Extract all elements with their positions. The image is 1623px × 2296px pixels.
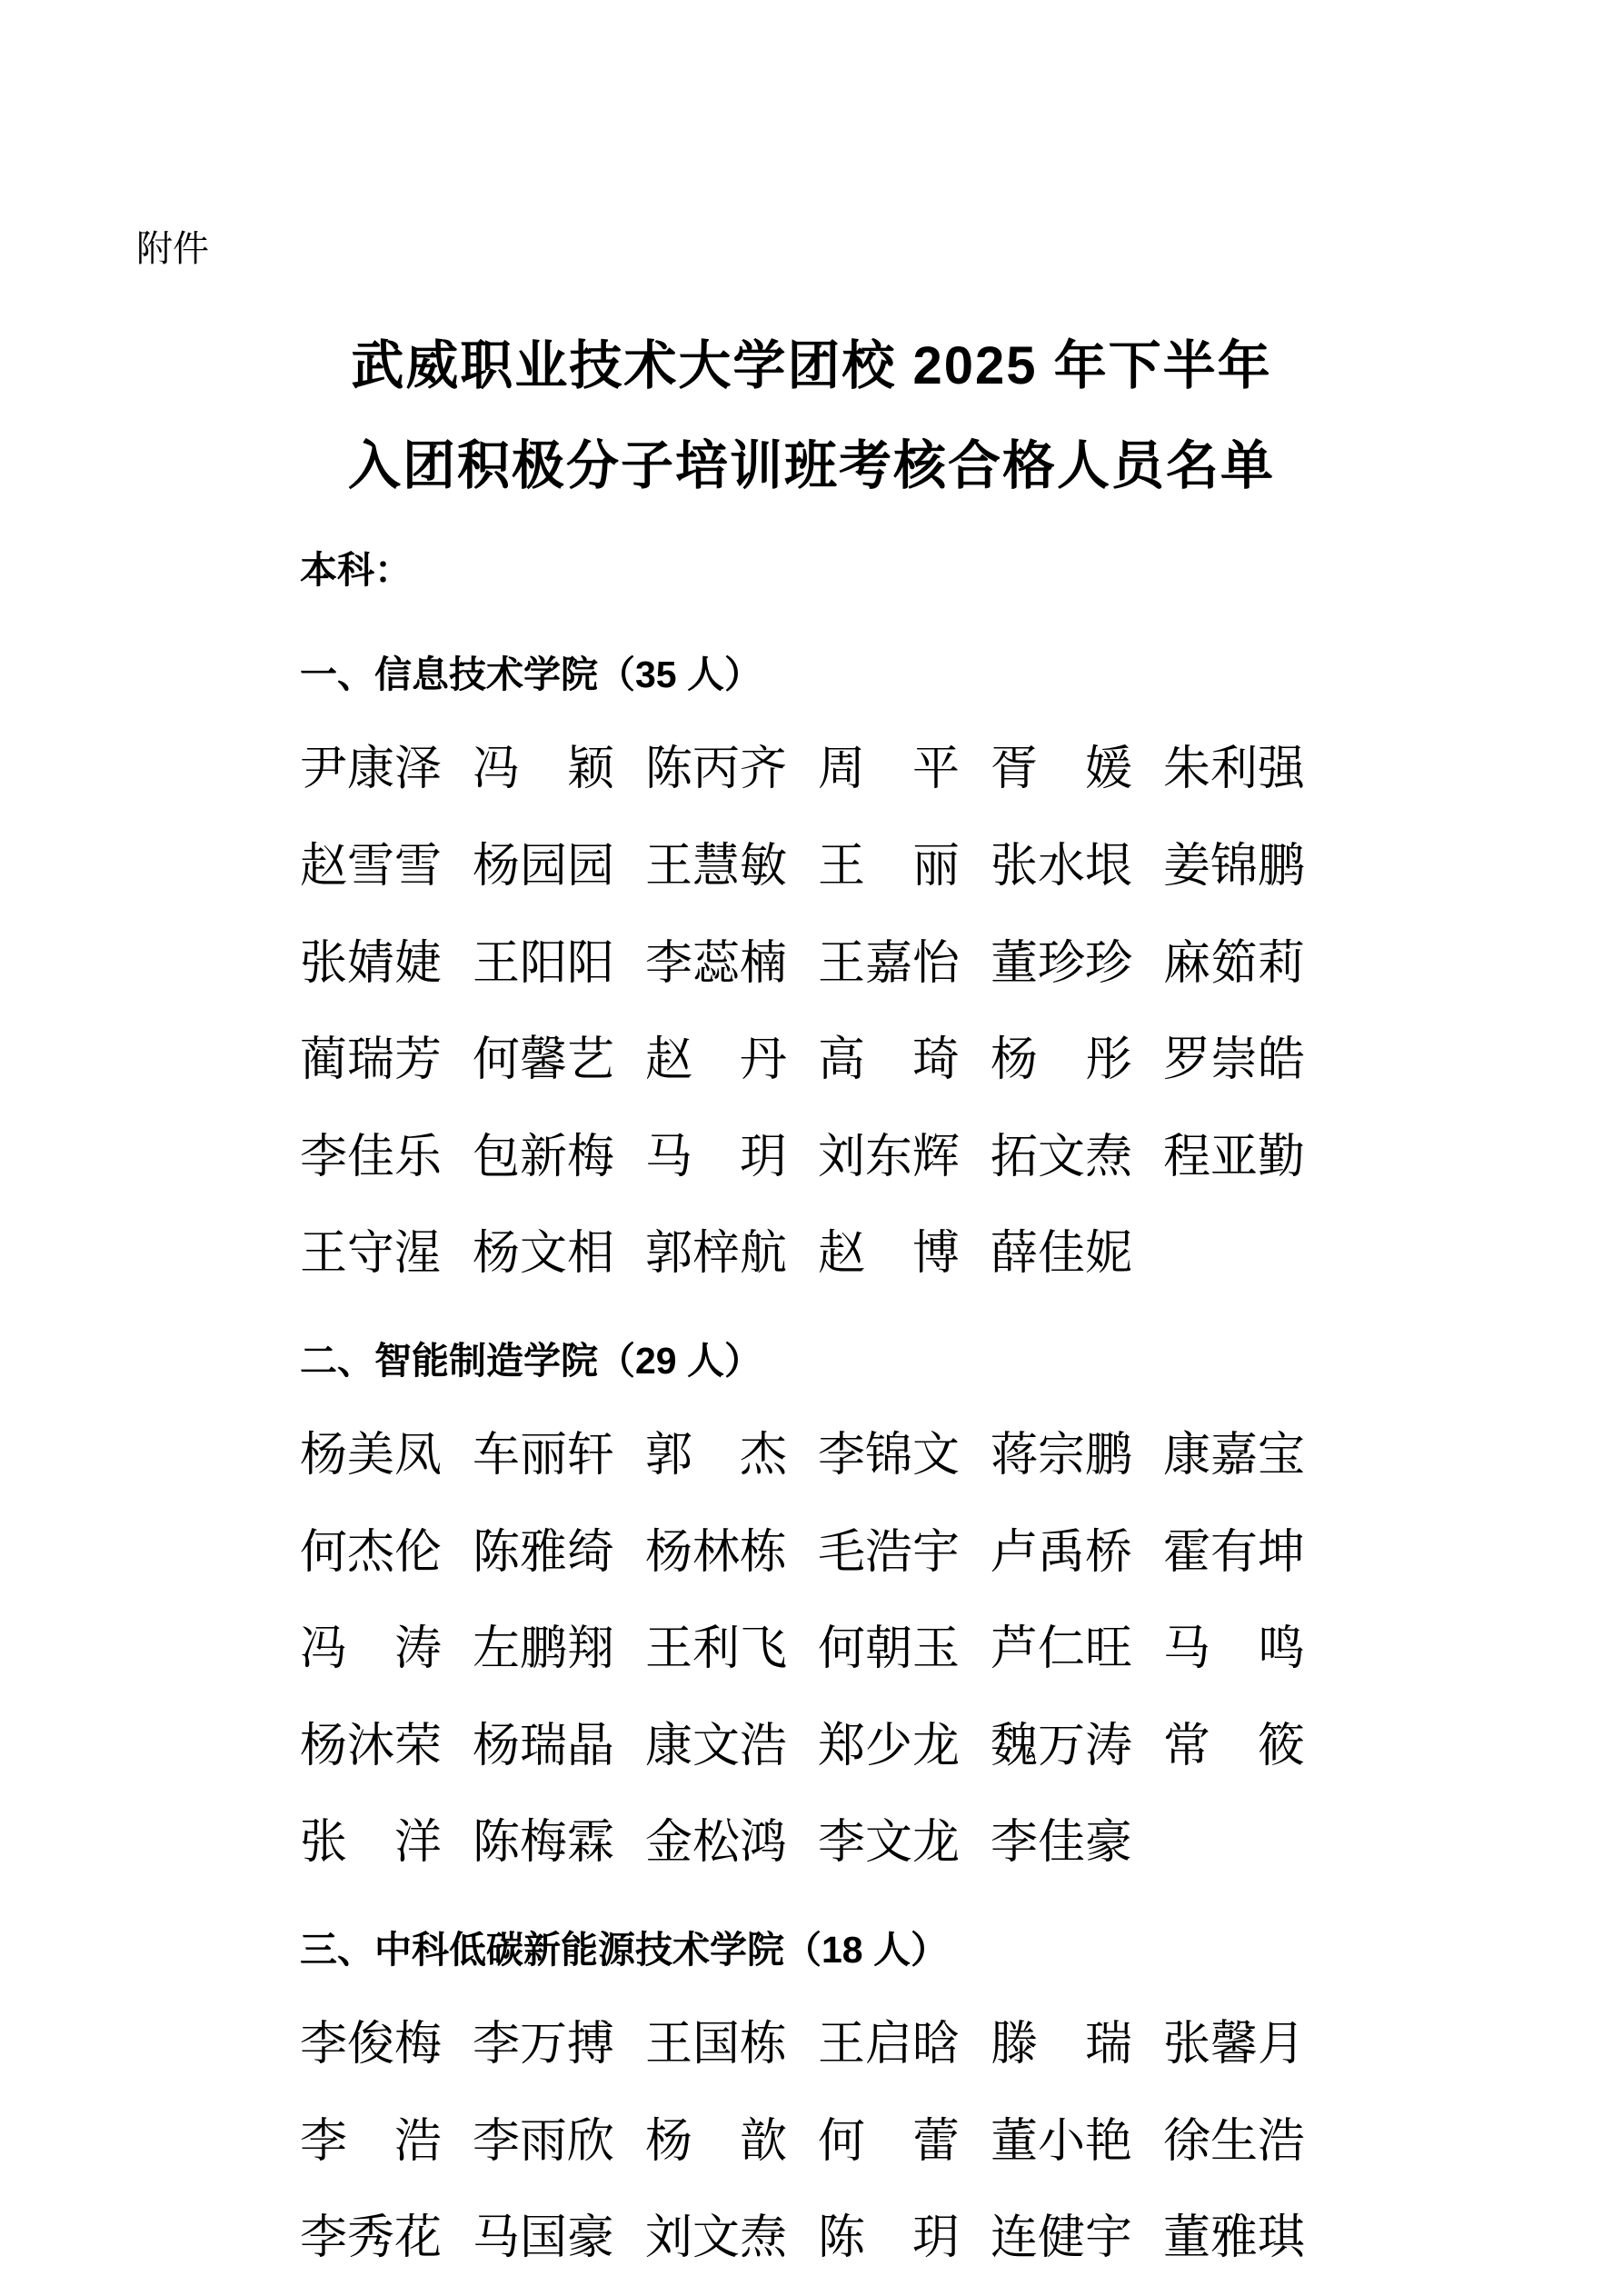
sections-container <box>136 644 1487 2263</box>
name-row <box>300 1429 1487 1482</box>
name-row <box>300 2115 1487 2168</box>
person-name: 芦仁旺 <box>991 1623 1133 1676</box>
person-name: 陈 玥 <box>818 2212 961 2265</box>
person-name: 李佳豪 <box>991 1817 1133 1870</box>
person-name: 王启晗 <box>818 2018 961 2071</box>
name-row <box>300 1230 1487 1280</box>
person-name: 李佳乐 <box>300 1131 443 1183</box>
title-line-1: 武威职业技术大学团校 2025 年下半年 <box>351 336 1272 395</box>
name-row <box>300 2018 1487 2071</box>
person-name: 罗崇皓 <box>1163 1034 1306 1087</box>
section-heading: 三、中科低碳新能源技术学院（18 人） <box>300 1928 948 1971</box>
name-row <box>300 1625 1487 1675</box>
name-row <box>300 1819 1487 1869</box>
person-name: 杨文相 <box>473 1228 615 1281</box>
person-name: 张水垠 <box>991 840 1133 893</box>
person-name: 张婧婕 <box>300 937 443 990</box>
person-name: 康嘉宝 <box>1163 1429 1306 1482</box>
person-name: 何朝玉 <box>818 1623 961 1676</box>
name-row <box>300 1722 1487 1772</box>
person-name: 马国豪 <box>473 2212 615 2265</box>
person-name: 马 鸣 <box>1163 1623 1306 1676</box>
person-name: 王慧敏 <box>645 840 788 893</box>
person-name: 姜锦鹏 <box>1163 840 1306 893</box>
person-name: 董雅琪 <box>1163 2212 1306 2265</box>
person-name: 何杰伦 <box>300 1526 443 1579</box>
degree-label: 本科： <box>300 549 412 592</box>
person-name: 李蕊楠 <box>645 937 788 990</box>
person-name: 包新梅 <box>473 1131 615 1183</box>
person-name: 杨美凤 <box>300 1429 443 1482</box>
person-name: 胥 媛 <box>991 744 1133 796</box>
person-name: 杨林栋 <box>645 1526 788 1579</box>
person-name: 周 平 <box>818 744 961 796</box>
person-name: 刘东辉 <box>818 1131 961 1183</box>
section-heading: 二、智能制造学院（29 人） <box>300 1339 762 1382</box>
person-name: 李俊梅 <box>300 2018 443 2071</box>
person-name: 徐生浩 <box>1163 2115 1306 2168</box>
person-name: 杨沐荣 <box>300 1720 443 1772</box>
person-name: 赵 丹 <box>645 1034 788 1087</box>
person-name: 刘文焘 <box>645 2212 788 2265</box>
person-name: 李锦文 <box>818 1429 961 1482</box>
person-name: 左鹏翔 <box>473 1623 615 1676</box>
document-title <box>136 316 1487 516</box>
person-name: 王 丽 <box>818 840 961 893</box>
person-name: 康文浩 <box>645 1720 788 1772</box>
person-name: 杨瑞晶 <box>473 1720 615 1772</box>
person-name: 何馨艺 <box>473 1034 615 1087</box>
person-name: 王国栋 <box>645 2018 788 2071</box>
person-name: 赵 博 <box>818 1228 961 1281</box>
person-name: 李 浩 <box>300 2115 443 2168</box>
name-row <box>300 1036 1487 1086</box>
person-name: 程亚勤 <box>1163 1131 1306 1183</box>
person-name: 董珍珍 <box>991 937 1133 990</box>
name-row <box>300 840 1487 893</box>
person-name: 冯 颖 <box>473 744 615 796</box>
person-name: 陈雅绮 <box>473 1526 615 1579</box>
person-name: 高 琦 <box>818 1034 961 1087</box>
person-name: 滕 瑞 <box>991 2018 1133 2071</box>
person-name: 蔺瑞芳 <box>300 1034 443 1087</box>
person-name: 拓文焘 <box>991 1131 1133 1183</box>
person-name: 王嘉怡 <box>818 937 961 990</box>
person-name: 杨 歆 <box>645 2115 788 2168</box>
section-heading: 一、信息技术学院（35 人） <box>300 654 762 696</box>
person-name: 何 蕾 <box>818 2115 961 2168</box>
person-name: 杨园园 <box>473 840 615 893</box>
person-name: 王利飞 <box>645 1623 788 1676</box>
person-name: 张馨月 <box>1163 2018 1306 2071</box>
person-name: 郑少龙 <box>818 1720 961 1772</box>
person-name: 赵雪雪 <box>300 840 443 893</box>
person-name: 陈丙齐 <box>645 744 788 796</box>
person-name: 王守湦 <box>300 1228 443 1281</box>
person-name: 蒋宗鹏 <box>991 1429 1133 1482</box>
name-row <box>300 937 1487 990</box>
attachment-label: 附件 <box>136 229 209 269</box>
person-name: 李文龙 <box>818 1817 961 1870</box>
person-name: 张 洋 <box>300 1817 443 1870</box>
person-name: 霍有坤 <box>1163 1526 1306 1579</box>
person-name: 麻筎莉 <box>1163 937 1306 990</box>
person-name: 王阳阳 <box>473 937 615 990</box>
person-name: 魏万涛 <box>991 1720 1133 1772</box>
person-name: 杨 彤 <box>991 1034 1133 1087</box>
person-name: 冯 涛 <box>300 1623 443 1676</box>
person-name: 尹康泽 <box>300 744 443 796</box>
person-name: 常 筱 <box>1163 1720 1306 1772</box>
person-name: 李秀花 <box>300 2212 443 2265</box>
person-name: 卢禹桥 <box>991 1526 1133 1579</box>
name-row <box>300 1526 1487 1579</box>
name-row <box>300 745 1487 795</box>
person-name: 车丽轩 <box>473 1429 615 1482</box>
person-name: 朱利强 <box>1163 744 1306 796</box>
person-name: 陈梅霖 <box>473 1817 615 1870</box>
title-line-2: 入团积极分子培训班考核合格人员名单 <box>347 436 1275 496</box>
person-name: 马 玥 <box>645 1131 788 1183</box>
person-name: 郭 杰 <box>645 1429 788 1482</box>
person-name: 李万搏 <box>473 2018 615 2071</box>
person-name: 毛浩宇 <box>818 1526 961 1579</box>
name-row <box>300 1133 1487 1183</box>
person-name: 董小艳 <box>991 2115 1133 2168</box>
person-name: 薛佳妮 <box>991 1228 1133 1281</box>
person-name: 连健宇 <box>991 2212 1133 2265</box>
person-name: 金松鸿 <box>645 1817 788 1870</box>
person-name: 李雨欣 <box>473 2115 615 2168</box>
name-row <box>300 2214 1487 2264</box>
person-name: 郭梓航 <box>645 1228 788 1281</box>
